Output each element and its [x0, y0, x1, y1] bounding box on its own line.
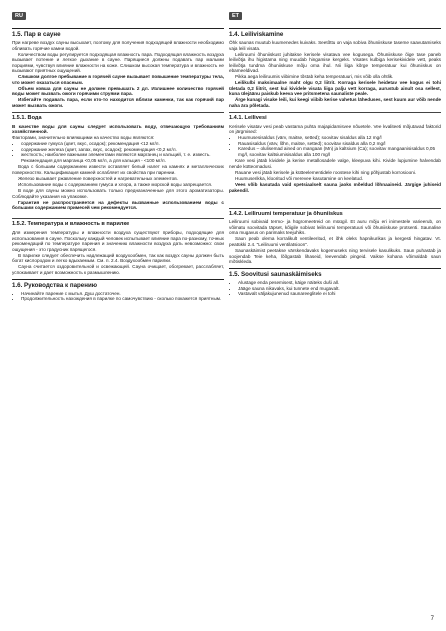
- paragraph: При нагреве воздух сауны высыхает, поэтому для получения подходящей влажности необходимо обливать горячие камни водой.: [12, 40, 224, 51]
- list-item: • Karedus – olulisemad ained on mangaan (Mn) ja kaltsium (Ca); soovitav mangaanisisaldus 0,05 mg/l, soovitav kaltsiumisisaldus alla 100 mg/l: [238, 146, 441, 157]
- column-et: [229, 28, 441, 298]
- paragraph: Сауна считается оздоровительной и освежающей. Сауна очищает, обогревает, расслабляет, успокаивает и дает возможность к размышлению.: [12, 264, 224, 275]
- paragraph: Leiliruumi sobivaid termo- ja hügromeetreid on müügil. Et auru mõju eri inimestele varieerub, on võimatu soovitada täpset, kõigile sobivat leiliruumi temperatuuri või õhuniiskuse protsenti. Saunalise oma mugavus on parimaks teejuhiks.: [229, 219, 441, 236]
- paragraph: Saunaskäimist peetakse värskendavaks kogemuseks ning tervisele kasulikuks. Saun puhastab ja soojendab Teie keha, lõõgastab lihaseid, leevendab pingeid. Vaikse kohana võimaldab saun mõtiskleda.: [229, 248, 441, 265]
- subsection-title: 1.5.1. Вода: [12, 115, 42, 122]
- paragraph: Pikka aega leiliruumis viibimine tõstab keha temperatuuri, mis võib olla ohtlik.: [235, 74, 394, 80]
- subsection-title: 1.4.1. Leilivesi: [229, 115, 267, 122]
- paragraph: Rauane vesi jätab kerisele ja kütteelementidele roostese kihi ning põhjustab korrosiooni.: [235, 170, 417, 176]
- warning-paragraph: Объем ковша для сауны не должен превышать 2 дл. Излишнее количество горячей воды может вызвать ожоги горячими струями пара.: [12, 85, 224, 97]
- warranty-paragraph: Гарантия не распространяется на дефекты вызванные использованием воды с большим содержанием примесей чем рекомендуется.: [12, 199, 224, 211]
- language-tag-ru: RU: [12, 12, 26, 20]
- bullet-list: [12, 141, 224, 163]
- paragraph: Использование воды с содержанием гумуса и хлора, а также морской воды запрещается.: [18, 182, 213, 188]
- list-item: • Начинайте парение с мытья. Душ достаточен.: [21, 291, 224, 297]
- list-item: • Huumusesisaldus (värv, maitse, setted); soovitav sisaldus alla 12 mg/l: [238, 135, 441, 141]
- section-divider: [12, 218, 224, 219]
- list-item: • Vastavalt väljakujunenud saunareeglitele ei tohi: [238, 291, 441, 297]
- section-divider: [229, 268, 441, 269]
- language-tag-et: ET: [229, 12, 242, 20]
- section-divider: [12, 112, 224, 113]
- list-item: • жесткость; наиболее важными элементами являются марганец и кальций, т. е. известь. Рекомендация для марганца <0,05 мг/л, а для кальция - <100 мг/л.: [21, 152, 224, 163]
- list-item: • Alustage enda pesemisest, käige näiteks duši all.: [238, 280, 441, 286]
- bullet-list: [229, 280, 441, 297]
- paragraph: Huumuserikka, klooritud või mereveе kasutamine on keelatud.: [235, 176, 363, 182]
- paragraph: Kare vesi jätab kividele ja kerise metallosadele valge, kleepuva kihi. Kivide lupjumine halvendab nende kütteomadusi.: [229, 158, 441, 169]
- section-title: 1.5. Soovitusi saunaskäimiseks: [229, 271, 322, 279]
- list-item: • Продолжительность нахождения в парилке по самочувствию - сколько покажется приятным.: [21, 296, 224, 302]
- section-title: 1.5. Пар в сауне: [12, 31, 61, 38]
- paragraph: В воде для сауны можно использовать только предназначенные для этого ароматизаторы. Соблюдайте указания на упаковке.: [12, 188, 224, 199]
- paragraph: Leiliruumi õhuniiskust juhitakse kerisele visatava vee kogusega. Õhuniiskuse õige tase paneb leilivõtja ihu higistama ning muudab hingamise kergeks. Visates kulbiga kerisekividele vett, peaks leilivõtja tundma õhuniiskuse mõju oma ihul. Nii liiga kõrge temperatuur kui õhuniiskus on ebameeldivad.: [229, 51, 441, 74]
- paragraph: Железо вызывает ржавление поверхностей и нагревательных элементов.: [18, 176, 178, 182]
- paragraph: Вода с большим содержанием извести оставляет белый налет на камнях и металлических поверхностях. Кальцификация камней ослабляет их свойства при парении.: [12, 164, 224, 176]
- warning-paragraph: Vees võib kasutada vaid spetsiaalselt sauna jaoks mõeldud lõhnaaineid. Järgige juhiseid pakendil.: [229, 182, 441, 193]
- paragraph: Для измерения температуры и влажности воздуха существуют приборы, подходящие для использования в сауне. Поскольку каждый человек испытывает влияние пара по-разному, точных рекомендаций по температуре парения и значению влажности воздуха дать невозможно: свои ощущения - это градусник парящегося.: [12, 229, 224, 252]
- section-divider: [229, 112, 441, 113]
- list-item: • Rauasisaldus (värv, lõhn, maitse, setted); soovitav sisaldus alla 0,2 mg/l: [238, 141, 441, 147]
- section-divider: [12, 28, 224, 29]
- subsection-title: 1.5.2. Температура и влажность в парилке: [12, 221, 130, 228]
- section-divider: [12, 279, 224, 280]
- page-number: 7: [430, 616, 434, 622]
- warning-paragraph: Слишком долгое пребывание в горячей сауне вызывает повышение температуры тела, что может оказаться опасным.: [12, 74, 224, 85]
- paragraph: В парилке следует обеспечить надлежащий воздухообмен, так как воздух сауны должен быть богат кислородом и легко вдыхаемым. См. п. 2.4. Воздухообмен парилки.: [12, 252, 224, 264]
- paragraph: Факторами, значительно влияющими на качество воды являются:: [12, 135, 155, 141]
- paragraph: Õhk saunas muutub kuumenedes kuivaks. Seetõttu on vaja sobiva õhuniiskuse taseme saavutamiseks vaja leili visata.: [229, 40, 441, 51]
- warning-paragraph: Ärge kunagi visake leili, kui keegi viibib kerise vahetus läheduses, sest kuum aur võib nende naha ära põletada.: [229, 97, 441, 109]
- list-item: • содержание железа (цвет, запах, вкус, осадок); рекомендация <0,2 мг/л.: [21, 147, 224, 153]
- section-title: 1.6. Руководства к парению: [12, 281, 98, 289]
- column-ru: [12, 28, 224, 303]
- warning-paragraph: Leilikulbi maksimaalne maht olgu 0,2 liitrit. Korraga kerisele heidetav vee kogus ei tohi ületada 0,2 liitrit, sest kui kividele visata liiga palju vett korraga, aurustub ainult osa sellest, kuna ülejäänu paiskub keeva vee pritsmetena saunaliste peale.: [229, 80, 441, 97]
- warning-paragraph: Избегайте подавать пара, если кто-то находится вблизи каменки, так как горячий пар может вызвать ожоги.: [12, 97, 224, 109]
- list-item: • содержание гумуса (цвет, вкус, осадок); рекомендация <12 мг/л.: [21, 141, 224, 147]
- section-divider: [229, 208, 441, 209]
- section-divider: [229, 28, 441, 29]
- paragraph: Количеством воды регулируется подходящая влажность пара. Подходящая влажность воздуха вызывает потение и легкое дыхание в сауне. Парящиеся должны подавать пар малыми порциями, чувствуя влияние влажности на коже. Слишком высокая температура и влажность не вызывают приятных ощущений.: [12, 51, 224, 74]
- subsection-title: 1.4.2. Leiliruumi temperatuur ja õhuniiskus: [229, 210, 343, 217]
- bullet-list: [229, 135, 441, 157]
- paragraph: Saun peab olema korralikult ventileeritud, et õhk oleks hapnikurikas ja kergesti hingatav. Vt. peatükki 2.4. "Leiliruumi ventilatsioon".: [229, 236, 441, 247]
- paragraph: В качестве воды для сауны следует использовать воду, отвечающую требованиям хозяйственной.: [12, 123, 224, 135]
- section-title: 1.4. Leiliviskamine: [229, 31, 284, 38]
- paragraph: Kerisele visatav vesi peab vastama puhta majapidamisvee nõuetele. Vee kvaliteeti mõjutavad faktorid on järgmised:: [229, 123, 441, 135]
- bullet-list: [12, 291, 224, 302]
- list-item: • Jääge sauna nikavaks, kui tunnete end mugavalt.: [238, 286, 441, 292]
